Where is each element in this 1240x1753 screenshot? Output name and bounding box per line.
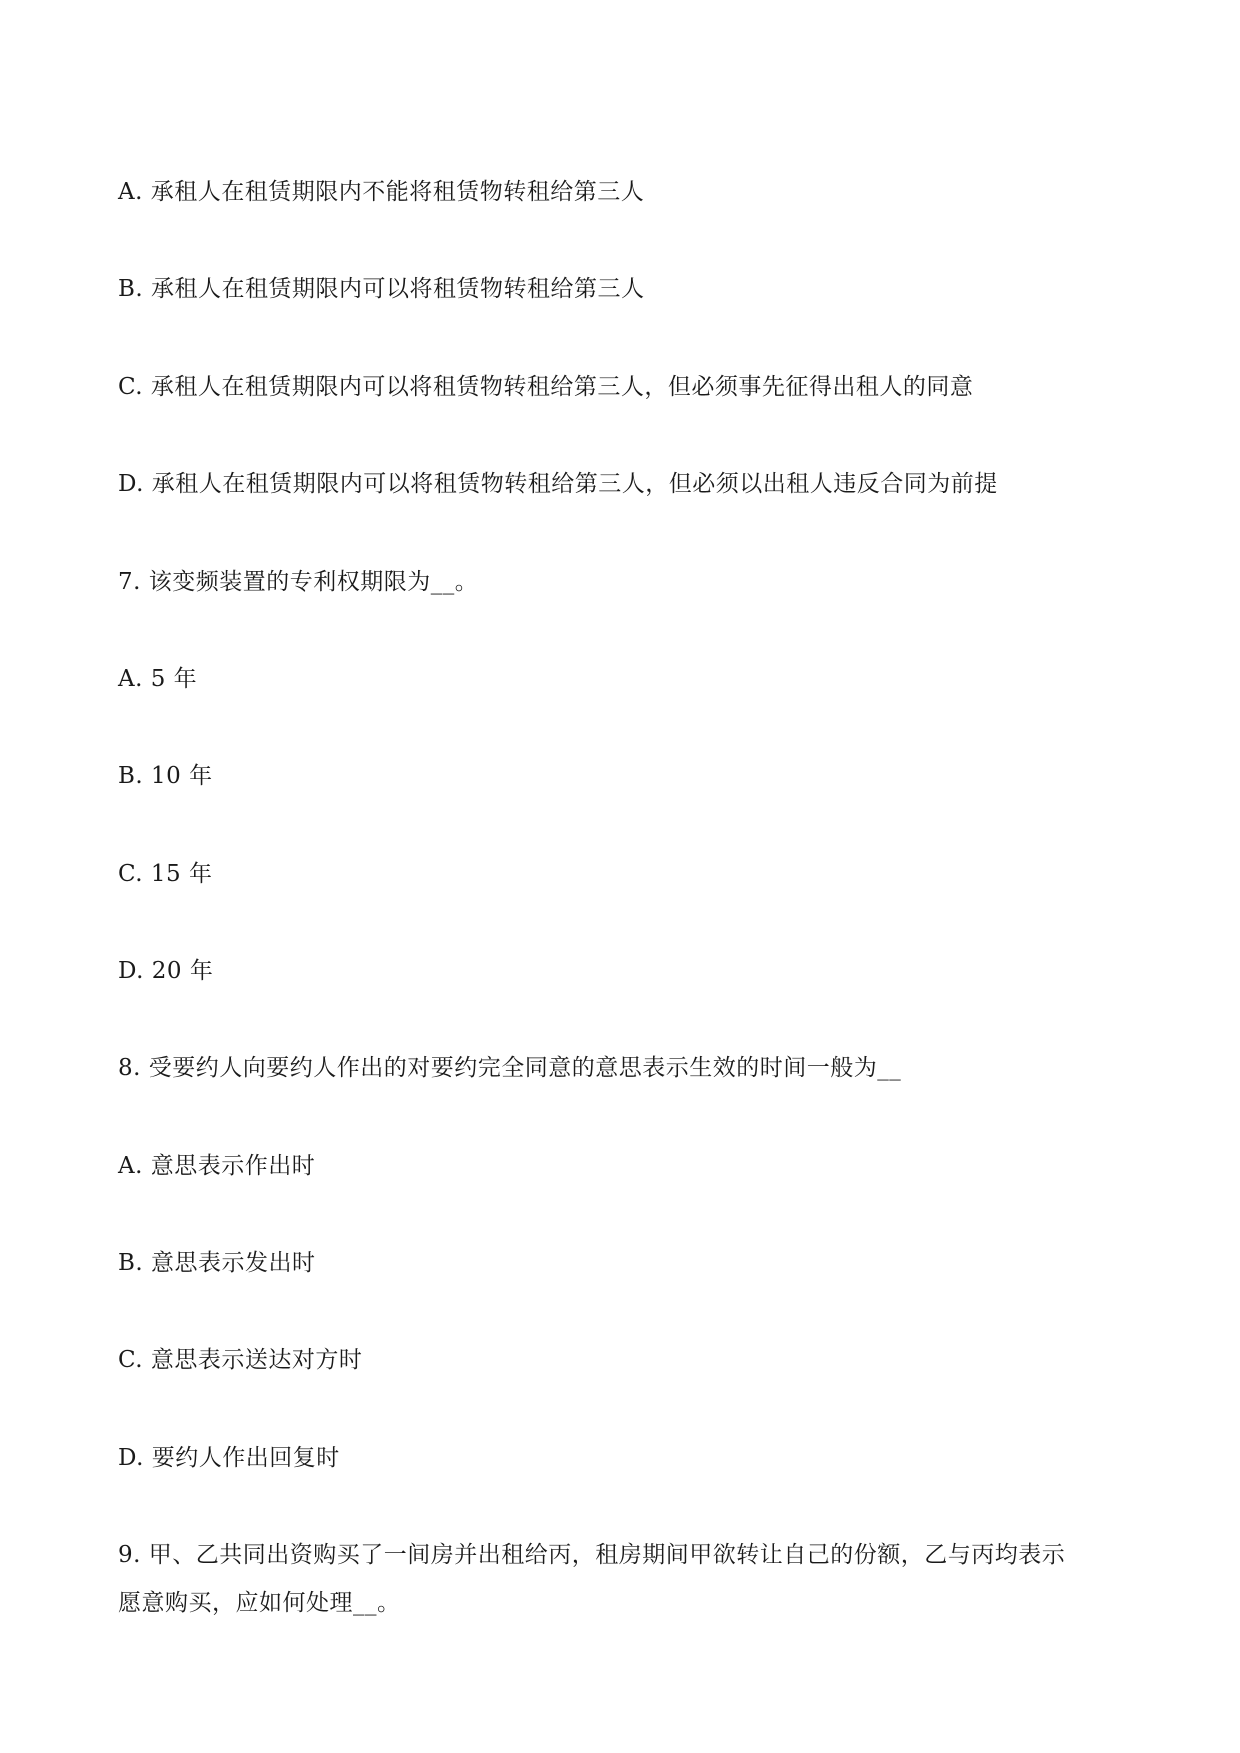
q6-option-d: D. 承租人在租赁期限内可以将租赁物转租给第三人，但必须以出租人违反合同为前提: [118, 471, 998, 497]
q9-question-line1: 9. 甲、乙共同出资购买了一间房并出租给丙，租房期间甲欲转让自己的份额，乙与丙均表示: [118, 1542, 1066, 1568]
q6-option-a: A. 承租人在租赁期限内不能将租赁物转租给第三人: [118, 179, 645, 205]
q8-option-a: A. 意思表示作出时: [118, 1153, 316, 1179]
q6-option-b: B. 承租人在租赁期限内可以将租赁物转租给第三人: [118, 276, 645, 302]
q7-question: 7. 该变频装置的专利权期限为__。: [118, 569, 479, 595]
q8-option-c: C. 意思表示送达对方时: [118, 1347, 363, 1373]
q8-option-d: D. 要约人作出回复时: [118, 1445, 340, 1471]
q8-option-b: B. 意思表示发出时: [118, 1250, 316, 1276]
q6-option-c: C. 承租人在租赁期限内可以将租赁物转租给第三人，但必须事先征得出租人的同意: [118, 374, 974, 400]
q9-question-line2: 愿意购买，应如何处理__。: [118, 1590, 401, 1616]
q7-option-d: D. 20 年: [118, 958, 214, 984]
q7-option-b: B. 10 年: [118, 763, 213, 789]
q8-question: 8. 受要约人向要约人作出的对要约完全同意的意思表示生效的时间一般为__: [118, 1055, 902, 1081]
q7-option-c: C. 15 年: [118, 861, 213, 887]
q7-option-a: A. 5 年: [118, 666, 198, 692]
